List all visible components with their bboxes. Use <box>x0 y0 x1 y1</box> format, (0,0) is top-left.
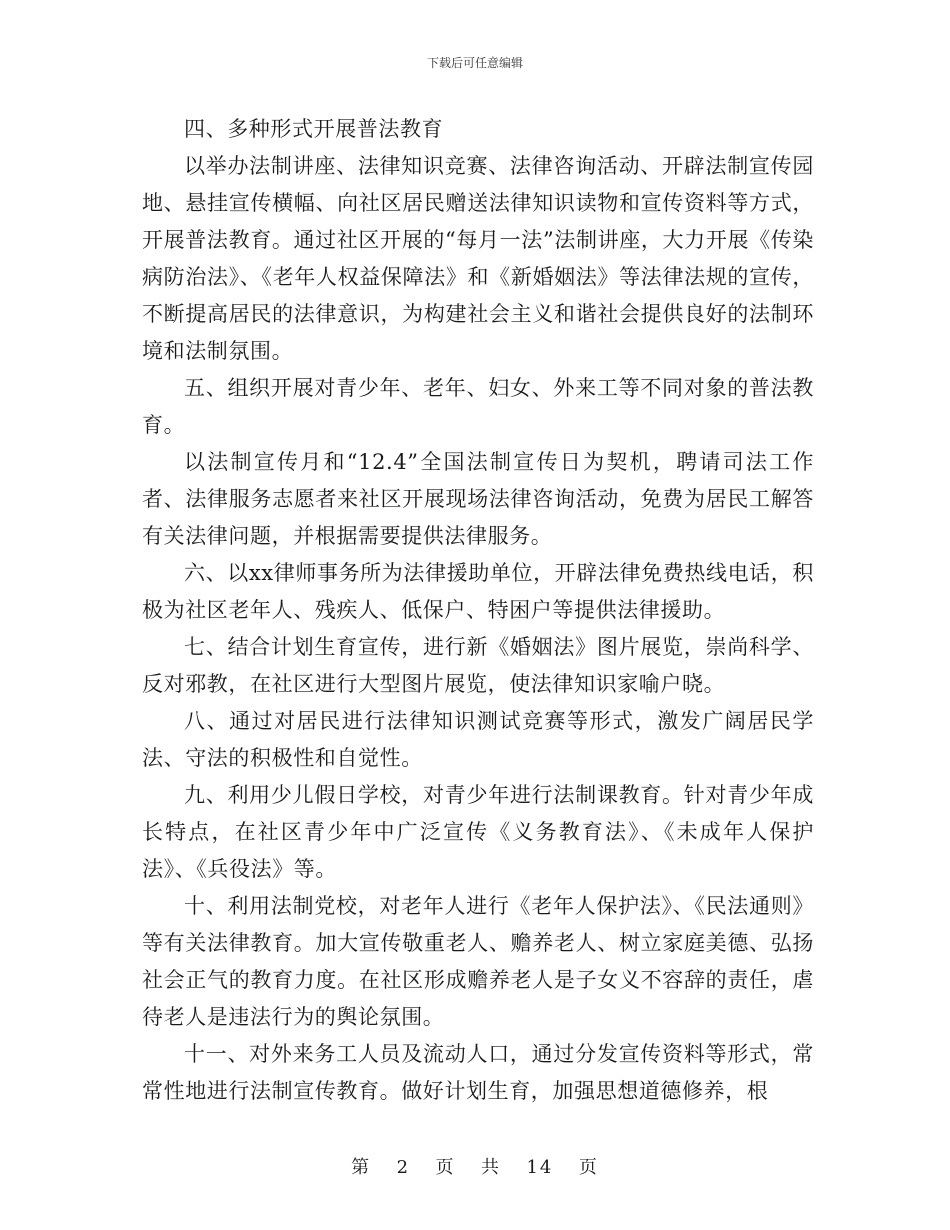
header-note: 下载后可任意编辑 <box>426 56 523 70</box>
footer-suffix: 页 <box>578 1157 599 1178</box>
section-paragraph-8: 八、通过对居民进行法律知识测试竞赛等形式，激发广阔居民学法、守法的积极性和自觉性。 <box>142 709 814 770</box>
footer-total-pages: 14 <box>526 1157 554 1178</box>
section-paragraph-7: 七、结合计划生育宣传，进行新《婚姻法》图片展览，崇尚科学、反对邪教，在社区进行大型图片展览，使法律知识家喻户晓。 <box>142 635 814 696</box>
body-paragraph: 以举办法制讲座、法律知识竞赛、法律咨询活动、开辟法制宣传园地、悬挂宣传横幅、向社区居民赠送法律知识读物和宣传资料等方式，开展普法教育。通过社区开展的“每月一法”法制讲座，大力开展《传染病防治法》、《老年人权益保障法》和《新婚姻法》等法律法规的宣传，不断提高居民的法律意识，为构建社会主义和谐社会提供良好的法制环境和法制氛围。 <box>142 154 814 363</box>
document-body <box>142 111 814 1110</box>
section-paragraph-9: 九、利用少儿假日学校，对青少年进行法制课教育。针对青少年成长特点，在社区青少年中广泛宣传《义务教育法》、《未成年人保护法》、《兵役法》等。 <box>142 783 814 881</box>
footer-total-label: 共 <box>481 1157 501 1178</box>
section-paragraph-10: 十、利用法制党校，对老年人进行《老年人保护法》、《民法通则》等有关法律教育。加大宣传敬重老人、赡养老人、树立家庭美德、弘扬社会正气的教育力度。在社区形成赡养老人是子女义不容辞的责任，虐待老人是违法行为的舆论氛围。 <box>142 894 814 1029</box>
footer-page-label: 页 <box>435 1157 456 1178</box>
section-paragraph-6: 六、以xx律师事务所为法律援助单位，开辟法律免费热线电话，积极为社区老年人、残疾人、低保户、特困户等提供法律援助。 <box>142 561 814 622</box>
footer-page-number: 2 <box>396 1157 411 1178</box>
section-heading-5: 五、组织开展对青少年、老年、妇女、外来工等不同对象的普法教育。 <box>142 376 814 437</box>
section-paragraph-11: 十一、对外来务工人员及流动人口，通过分发宣传资料等形式，常常性地进行法制宣传教育。做好计划生育，加强思想道德修养，根 <box>142 1042 814 1103</box>
section-heading-4: 四、多种形式开展普法教育 <box>184 117 444 141</box>
page-footer <box>0 1153 950 1179</box>
footer-prefix: 第 <box>351 1157 372 1178</box>
body-paragraph: 以法制宣传月和“12.4”全国法制宣传日为契机，聘请司法工作者、法律服务志愿者来社区开展现场法律咨询活动，免费为居民工解答有关法律问题，并根据需要提供法律服务。 <box>142 450 814 548</box>
